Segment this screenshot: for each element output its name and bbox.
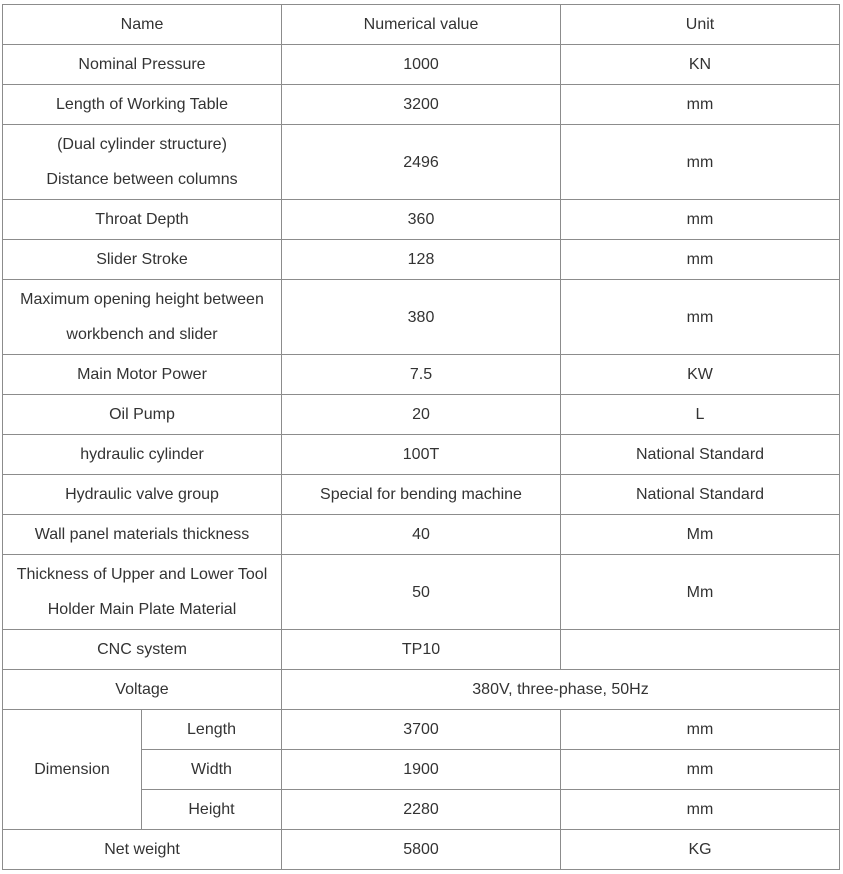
row-value: 20 bbox=[282, 395, 561, 435]
row-name bbox=[3, 555, 282, 630]
row-value: 380 bbox=[282, 280, 561, 355]
table-row bbox=[3, 475, 840, 515]
row-name: Length of Working Table bbox=[3, 85, 282, 125]
row-name: hydraulic cylinder bbox=[3, 435, 282, 475]
row-name-line: Distance between columns bbox=[46, 171, 238, 188]
row-name: Nominal Pressure bbox=[3, 45, 282, 85]
table-row bbox=[3, 45, 840, 85]
row-name: Main Motor Power bbox=[3, 355, 282, 395]
row-unit: mm bbox=[561, 85, 840, 125]
row-unit: Mm bbox=[561, 515, 840, 555]
row-value: 3200 bbox=[282, 85, 561, 125]
dimension-label: Dimension bbox=[3, 710, 142, 830]
row-value: 1000 bbox=[282, 45, 561, 85]
row-unit: KN bbox=[561, 45, 840, 85]
row-name: Oil Pump bbox=[3, 395, 282, 435]
row-value: TP10 bbox=[282, 630, 561, 670]
table-row bbox=[3, 85, 840, 125]
row-name-line: Thickness of Upper and Lower Tool bbox=[16, 566, 268, 583]
row-value: 2280 bbox=[282, 790, 561, 830]
row-unit: National Standard bbox=[561, 475, 840, 515]
row-value: 5800 bbox=[282, 830, 561, 870]
row-unit: National Standard bbox=[561, 435, 840, 475]
row-name: Slider Stroke bbox=[3, 240, 282, 280]
row-value: 7.5 bbox=[282, 355, 561, 395]
row-name-line: Maximum opening height between bbox=[20, 291, 264, 308]
table-row bbox=[3, 355, 840, 395]
row-name bbox=[3, 280, 282, 355]
spec-table bbox=[2, 4, 840, 870]
table-row bbox=[3, 515, 840, 555]
row-value: 128 bbox=[282, 240, 561, 280]
row-unit: mm bbox=[561, 750, 840, 790]
row-unit: mm bbox=[561, 200, 840, 240]
row-unit: mm bbox=[561, 280, 840, 355]
row-unit: mm bbox=[561, 710, 840, 750]
row-name: Wall panel materials thickness bbox=[3, 515, 282, 555]
row-value: 360 bbox=[282, 200, 561, 240]
table-row bbox=[3, 555, 840, 630]
row-value: 40 bbox=[282, 515, 561, 555]
table-row bbox=[3, 830, 840, 870]
table-row bbox=[3, 200, 840, 240]
table-row bbox=[3, 395, 840, 435]
row-value-merged: 380V, three-phase, 50Hz bbox=[282, 670, 840, 710]
header-unit: Unit bbox=[561, 5, 840, 45]
row-unit: KW bbox=[561, 355, 840, 395]
table-row bbox=[3, 240, 840, 280]
dimension-subname: Height bbox=[142, 790, 282, 830]
row-name-line: Holder Main Plate Material bbox=[47, 601, 237, 618]
row-unit: L bbox=[561, 395, 840, 435]
row-unit: mm bbox=[561, 240, 840, 280]
row-value: 50 bbox=[282, 555, 561, 630]
row-unit: mm bbox=[561, 125, 840, 200]
row-value: 1900 bbox=[282, 750, 561, 790]
row-unit: mm bbox=[561, 790, 840, 830]
row-name bbox=[3, 125, 282, 200]
header-row bbox=[3, 5, 840, 45]
row-value: Special for bending machine bbox=[282, 475, 561, 515]
header-value: Numerical value bbox=[282, 5, 561, 45]
row-name: Net weight bbox=[3, 830, 282, 870]
dimension-subname: Width bbox=[142, 750, 282, 790]
row-value: 3700 bbox=[282, 710, 561, 750]
row-unit: KG bbox=[561, 830, 840, 870]
row-value: 100T bbox=[282, 435, 561, 475]
table-row bbox=[3, 710, 840, 750]
row-unit: Mm bbox=[561, 555, 840, 630]
row-name: CNC system bbox=[3, 630, 282, 670]
row-value: 2496 bbox=[282, 125, 561, 200]
row-name: Voltage bbox=[3, 670, 282, 710]
row-name: Hydraulic valve group bbox=[3, 475, 282, 515]
table-row bbox=[3, 435, 840, 475]
dimension-subname: Length bbox=[142, 710, 282, 750]
row-unit bbox=[561, 630, 840, 670]
row-name-line: workbench and slider bbox=[66, 326, 218, 343]
header-name: Name bbox=[3, 5, 282, 45]
table-row bbox=[3, 280, 840, 355]
row-name-line: (Dual cylinder structure) bbox=[57, 136, 227, 153]
table-row bbox=[3, 125, 840, 200]
row-name: Throat Depth bbox=[3, 200, 282, 240]
table-row bbox=[3, 630, 840, 670]
table-row bbox=[3, 670, 840, 710]
